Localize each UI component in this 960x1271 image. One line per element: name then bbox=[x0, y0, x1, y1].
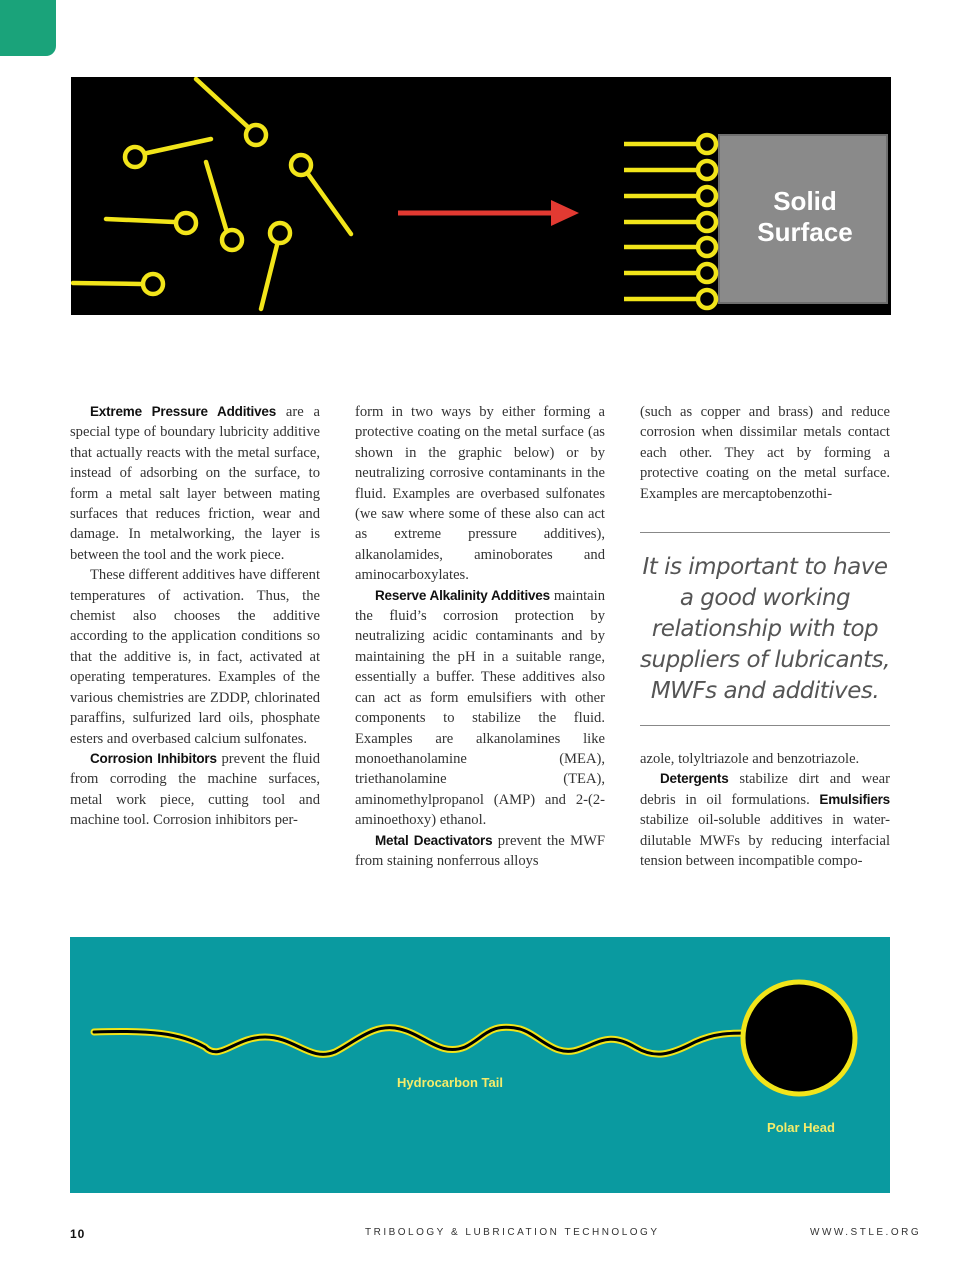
paragraph bbox=[70, 402, 320, 565]
text-column-1 bbox=[70, 402, 320, 831]
paragraph-text: (such as copper and brass) and reduce corrosion when dissimilar metals contact each other. They act by forming a protective coating on the metal surface. Examples are mercaptobenzothi- bbox=[640, 404, 890, 502]
arrow-icon bbox=[398, 200, 579, 226]
pull-quote-text: It is important to have a good working relationship with top suppliers of lubricants, MWFs and additives. bbox=[640, 553, 890, 704]
head-label: Polar Head bbox=[767, 1120, 835, 1135]
free-molecule bbox=[125, 139, 211, 167]
section-color-tab bbox=[0, 0, 56, 56]
term-metal-deactivators: Metal Deactivators bbox=[375, 832, 493, 848]
paragraph bbox=[640, 769, 890, 871]
paragraph bbox=[355, 831, 605, 872]
free-molecule bbox=[291, 155, 351, 234]
paragraph-text: stabilize dirt and wear debris in oil formulations. bbox=[640, 771, 890, 808]
paragraph bbox=[70, 749, 320, 831]
term-detergents: Detergents bbox=[660, 771, 729, 787]
pull-quote bbox=[640, 532, 890, 726]
text-column-3-continued bbox=[640, 749, 890, 871]
free-molecule bbox=[196, 79, 266, 145]
paragraph bbox=[355, 402, 605, 586]
surface-label-line2: Surface bbox=[757, 217, 853, 247]
polar-head-circle bbox=[743, 982, 855, 1094]
paragraph bbox=[355, 586, 605, 831]
paragraph bbox=[640, 749, 890, 769]
free-molecule bbox=[106, 213, 196, 233]
journal-name: TRIBOLOGY & LUBRICATION TECHNOLOGY bbox=[365, 1227, 660, 1238]
paragraph bbox=[640, 402, 890, 504]
paragraph bbox=[70, 565, 320, 749]
surface-label-line1: Solid bbox=[773, 186, 837, 216]
free-molecule bbox=[206, 162, 242, 250]
molecule-structure-figure bbox=[70, 937, 890, 1193]
paragraph-text: stabilize oil-soluble additives in water-dilutable MWFs by reducing interfacial tension between incompatible compo- bbox=[640, 812, 890, 870]
tail-label: Hydrocarbon Tail bbox=[397, 1075, 503, 1090]
free-molecule bbox=[73, 274, 163, 294]
page-number: 10 bbox=[70, 1227, 86, 1241]
paragraph-text: These different additives have different temperatures of activation. Thus, the chemist also chooses the additive according to the application conditions so that the additive is, in fact, activated at operating temperatures. Examples of the various chemistries are ZDDP, chlorinated paraffins, sulfurized lard oils, phosphate esters and overbased calcium sulfonates. bbox=[70, 567, 320, 747]
paragraph-text: prevent the fluid from corroding the machine surfaces, metal work piece, cutting tool and machine tool. Corrosion inhibitors per- bbox=[70, 750, 320, 829]
paragraph-text: azole, tolyltriazole and benzotriazole. bbox=[640, 751, 860, 767]
text-column-3 bbox=[640, 402, 890, 504]
website-link[interactable]: WWW.STLE.ORG bbox=[810, 1227, 922, 1238]
paragraph-text: are a special type of boundary lubricity additive that actually reacts with the metal surface, instead of adsorbing on the surface, to form a metal salt layer between mating surfaces that reduces friction, wear and damage. In metalworking, the layer is between the tool and the work piece. bbox=[70, 404, 321, 563]
term-extreme-pressure: Extreme Pressure Additives bbox=[90, 404, 277, 419]
free-molecule bbox=[261, 223, 290, 309]
term-reserve-alkalinity: Reserve Alkalinity Additives bbox=[375, 587, 550, 603]
paragraph-text: prevent the MWF from staining nonferrous alloys bbox=[355, 832, 605, 869]
paragraph-text: form in two ways by either forming a protective coating on the metal surface (as shown in the graphic below) or by neutralizing corrosive contaminants in the fluid. Examples are overbased sulfonates (we saw where some of these also can act as extreme pressure additives), alkanolamides, aminoborates and aminocarboxylates. bbox=[355, 404, 605, 584]
term-emulsifiers: Emulsifiers bbox=[819, 791, 890, 807]
surface-adsorption-figure bbox=[71, 77, 891, 315]
text-column-2 bbox=[355, 402, 605, 871]
term-corrosion-inhibitors: Corrosion Inhibitors bbox=[90, 750, 217, 766]
paragraph-text: maintain the fluid’s corrosion protection by neutralizing acidic contaminants and by maintaining the pH in a suitable range, essentially a buffer. These additives also can act as form emulsifiers with other components to stabilize the fluid. Examples are alkanolamines like monoethanolamine (MEA), triethanolamine (TEA), aminomethylpropanol (AMP) and 2-(2-aminoethoxy) ethanol. bbox=[355, 587, 605, 829]
